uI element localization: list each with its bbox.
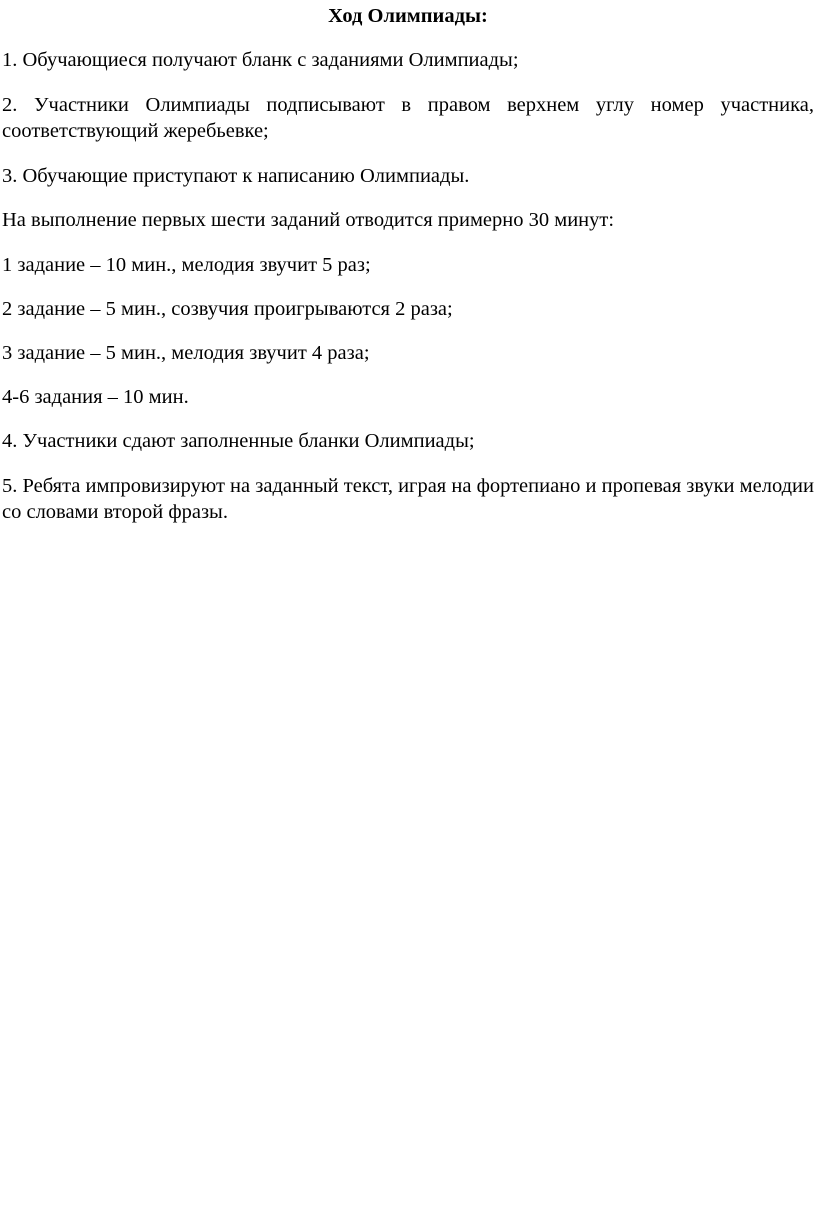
- paragraph-time-intro: На выполнение первых шести заданий отводится примерно 30 минут:: [2, 209, 615, 231]
- paragraph-task-2: 2 задание – 5 мин., созвучия проигрываются 2 раза;: [2, 298, 453, 320]
- paragraph-step-3: 3. Обучающие приступают к написанию Олимпиады.: [2, 165, 470, 187]
- document-title: Ход Олимпиады:: [328, 5, 488, 27]
- paragraph-step-1: 1. Обучающиеся получают бланк с заданиями Олимпиады;: [2, 49, 519, 71]
- paragraph-task-4-6: 4-6 задания – 10 мин.: [2, 386, 189, 408]
- paragraph-step-5: 5. Ребята импровизируют на заданный текст, играя на фортепиано и пропевая звуки мелодии со словами второй фразы.: [2, 475, 814, 523]
- paragraph-task-1: 1 задание – 10 мин., мелодия звучит 5 раз;: [2, 254, 371, 276]
- paragraph-task-3: 3 задание – 5 мин., мелодия звучит 4 раза;: [2, 342, 370, 364]
- paragraph-step-4: 4. Участники сдают заполненные бланки Олимпиады;: [2, 430, 475, 452]
- paragraph-step-2: 2. Участники Олимпиады подписывают в правом верхнем углу номер участника, соответствующий жеребьевке;: [2, 94, 814, 142]
